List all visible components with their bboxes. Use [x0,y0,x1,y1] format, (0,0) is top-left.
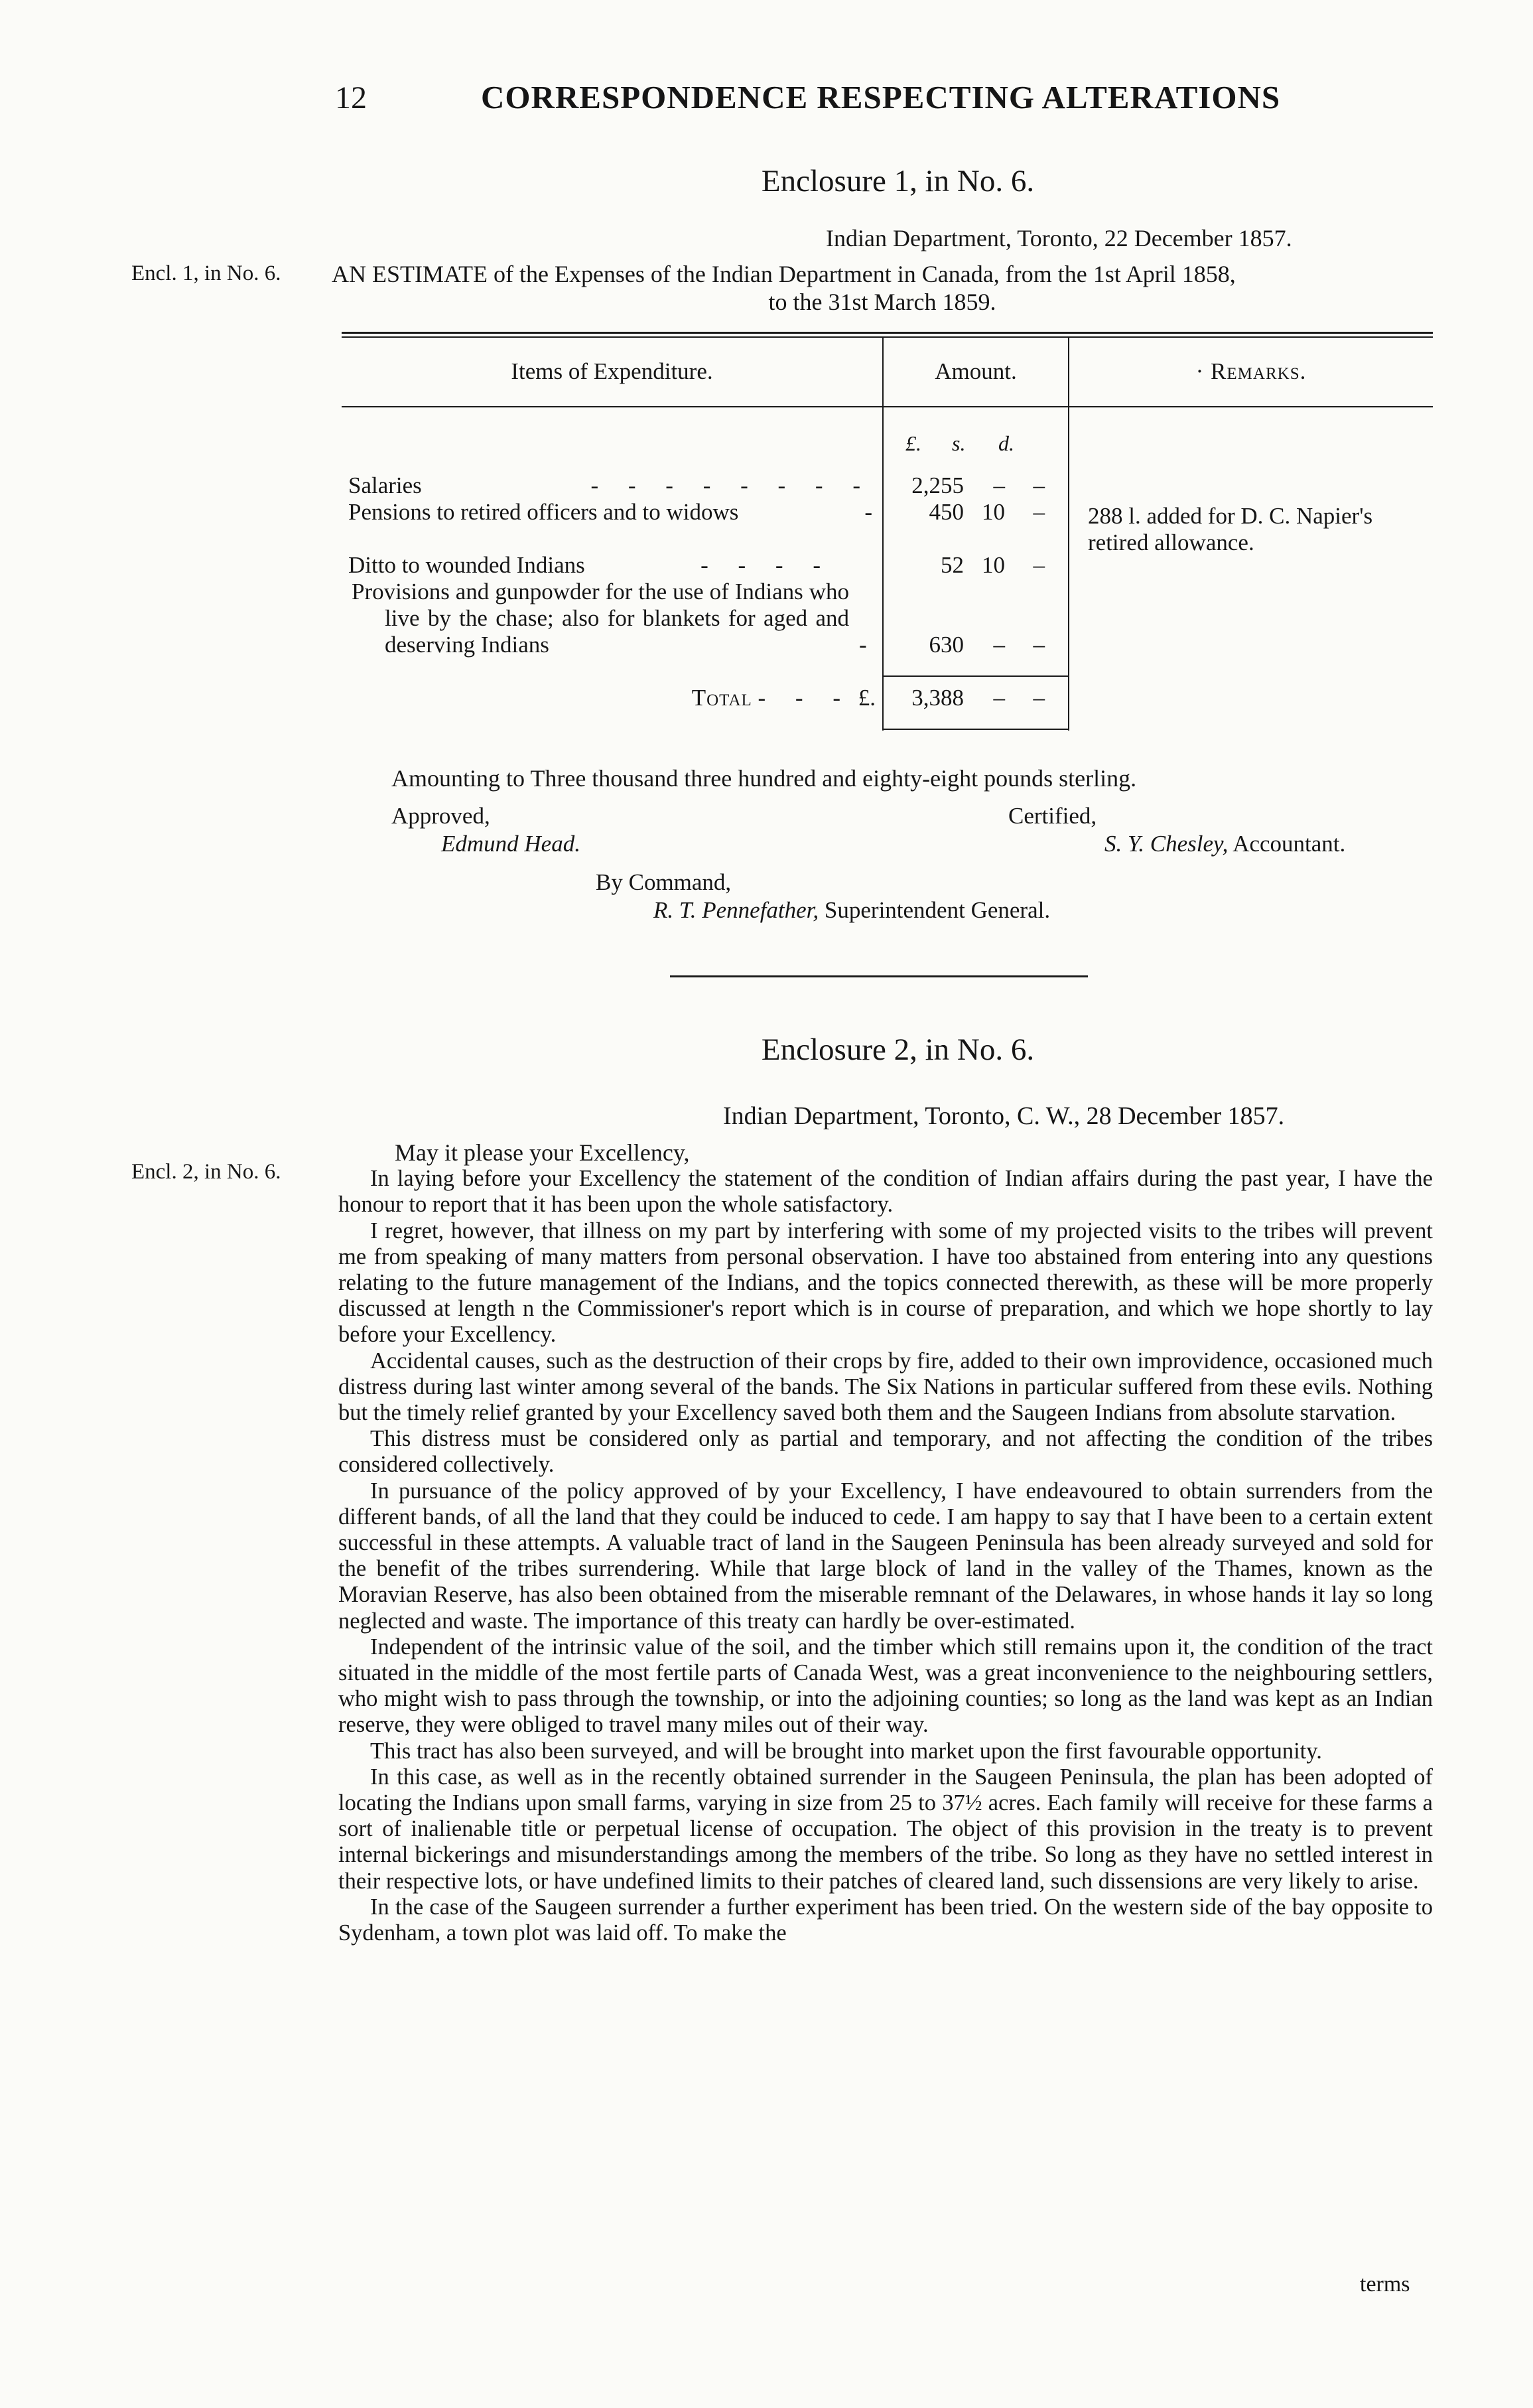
table-row-amount: 52 10 – [941,552,1045,578]
currency-shillings-head: s. [952,431,966,455]
letter-paragraph: This tract has also been surveyed, and will be brought into market upon the first favourable opportunity. [370,1738,1322,1764]
section-separator [670,975,1088,977]
running-title: CORRESPONDENCE RESPECTING ALTERATIONS [481,79,1281,115]
table-row-amount: 450 10 – [929,499,1045,525]
header-amount: Amount. [935,358,1017,384]
estimate-title-line2: to the 31st March 1859. [768,289,996,315]
currency-pence-head: d. [998,431,1014,455]
enclosure1-dateline: Indian Department, Toronto, 22 December 1857. [826,225,1292,251]
certified-label: Certified, [1008,803,1097,829]
expenses-table [342,332,1433,738]
approved-name: Edmund Head. [441,831,580,857]
estimate-title-line1: AN ESTIMATE of the Expenses of the Indian Department in Canada, from the 1st April 1858, [332,261,1236,287]
command-label: By Command, [596,869,732,895]
currency-heads [905,431,1045,456]
header-remarks: · Remarks. [1195,358,1307,384]
table-header-rule [342,406,1433,407]
letter-paragraph: This distress must be considered only as partial and temporary, and not affecting the condition of the tribes considered collectively. [338,1426,1433,1478]
command-signature: R. T. Pennefather, Superintendent General. [653,897,1051,923]
table-row-amount: 630 – – [929,632,1045,658]
table-row-amount: 2,255 – – [911,472,1045,498]
total-bottom-rule [882,729,1069,730]
total-label: Total - - - £. [691,685,876,711]
running-head [0,78,1533,125]
letter-paragraph: Accidental causes, such as the destruction of their crops by fire, added to their own improvidence, occasioned much distress during last winter among several of the bands. The Six Nations in particular suffered from these evils. Nothing but the timely relief granted by your Excellency saved both them and the Saugeen Indians from absolute starvation. [338,1348,1433,1426]
catchword: terms [1360,2272,1410,2297]
table-column-divider [882,338,884,731]
letter-body [338,1140,1433,1946]
enclosure2-dateline: Indian Department, Toronto, C. W., 28 December 1857. [723,1102,1285,1130]
table-row-item: Pensions to retired officers and to widows - [348,499,872,525]
total-amount: 3,388 – – [911,685,1045,711]
table-row-item: Ditto to wounded Indians - - - - [348,552,833,578]
table-column-divider [1068,338,1069,731]
letter-paragraph: In the case of the Saugeen surrender a further experiment has been tried. On the western side of the bay opposite to Sydenham, a town plot was laid off. To make the [338,1894,1433,1946]
letter-paragraph: I regret, however, that illness on my part by interfering with some of my projected visits to the tribes will prevent me from speaking of many matters from personal observation. I have too abstained from entering into any questions relating to the future management of the Indians, and the topics connected therewith, as these will be more properly discussed at length n the Commissioner's report which is in course of preparation, and which we hope shortly to lay before your Excellency. [338,1218,1433,1348]
letter-paragraph: Independent of the intrinsic value of the soil, and the timber which still remains upon it, the condition of the tract situated in the middle of the most fertile parts of Canada West, was a great inconvenience to the neighbouring settlers, who might wish to pass through the township, or into the adjoining counties; so long as the land was kept as an Indian reserve, they were obliged to travel many miles out of their way. [338,1634,1433,1738]
table-row-item: Provisions and gunpowder for the use of Indians who live by the chase; also for blankets for aged and deserving Indians [352,579,849,658]
salutation: May it please your Excellency, [395,1139,690,1166]
table-top-rule-inner [342,336,1433,338]
table-remark: 288 l. added for D. C. Napier's retired allowance. [1088,503,1373,555]
approved-label: Approved, [391,803,490,829]
total-top-rule [882,675,1069,677]
enclosure1-margin-note: Encl. 1, in No. 6. [131,261,281,285]
amounting-statement: Amounting to Three thousand three hundred and eighty-eight pounds sterling. [391,765,1137,792]
table-row-item: Salaries - - - - - - - - [348,472,872,498]
enclosure2-heading: Enclosure 2, in No. 6. [761,1032,1035,1067]
enclosure2-margin-note: Encl. 2, in No. 6. [131,1160,281,1184]
enclosure1-heading: Enclosure 1, in No. 6. [761,164,1035,198]
certified-signature: S. Y. Chesley, Accountant. [1104,831,1346,857]
letter-paragraph: In laying before your Excellency the statement of the condition of Indian affairs during the past year, I have the honour to report that it has been upon the whole satisfactory. [338,1166,1433,1218]
table-row-leader: - [859,632,867,658]
letter-paragraph: In this case, as well as in the recently obtained surrender in the Saugeen Peninsula, the plan has been adopted of locating the Indians upon small farms, varying in size from 25 to 37½ acres. Each family will receive for these farms a sort of inalienable title or perpetual license of occupation. The object of this provision in the treaty is to prevent internal bickerings and misunderstandings among the members of the tribe. So long as they have no settled interest in their respective lots, or have undefined limits to their patches of cleared land, such dissensions are very likely to arise. [338,1764,1433,1894]
estimate-title [332,260,1433,316]
letter-paragraph: In pursuance of the policy approved of by your Excellency, I have endeavoured to obtain surrenders from the different bands, of all the land that they could be induced to cede. I am happy to say that I have been to a certain extent successful in these attempts. A valuable tract of land in the Saugeen Peninsula has been already surveyed and sold for the benefit of the tribes surrendering. While that large block of land in the valley of the Thames, known as the Moravian Reserve, has also been obtained from the miserable remnant of the Delawares, in whose hands it lay so long neglected and waste. The importance of this treaty can hardly be over-estimated. [338,1478,1433,1634]
header-items: Items of Expenditure. [511,358,713,384]
page-number: 12 [335,80,367,115]
table-top-rule [342,332,1433,334]
currency-pounds-head: £. [905,431,921,455]
